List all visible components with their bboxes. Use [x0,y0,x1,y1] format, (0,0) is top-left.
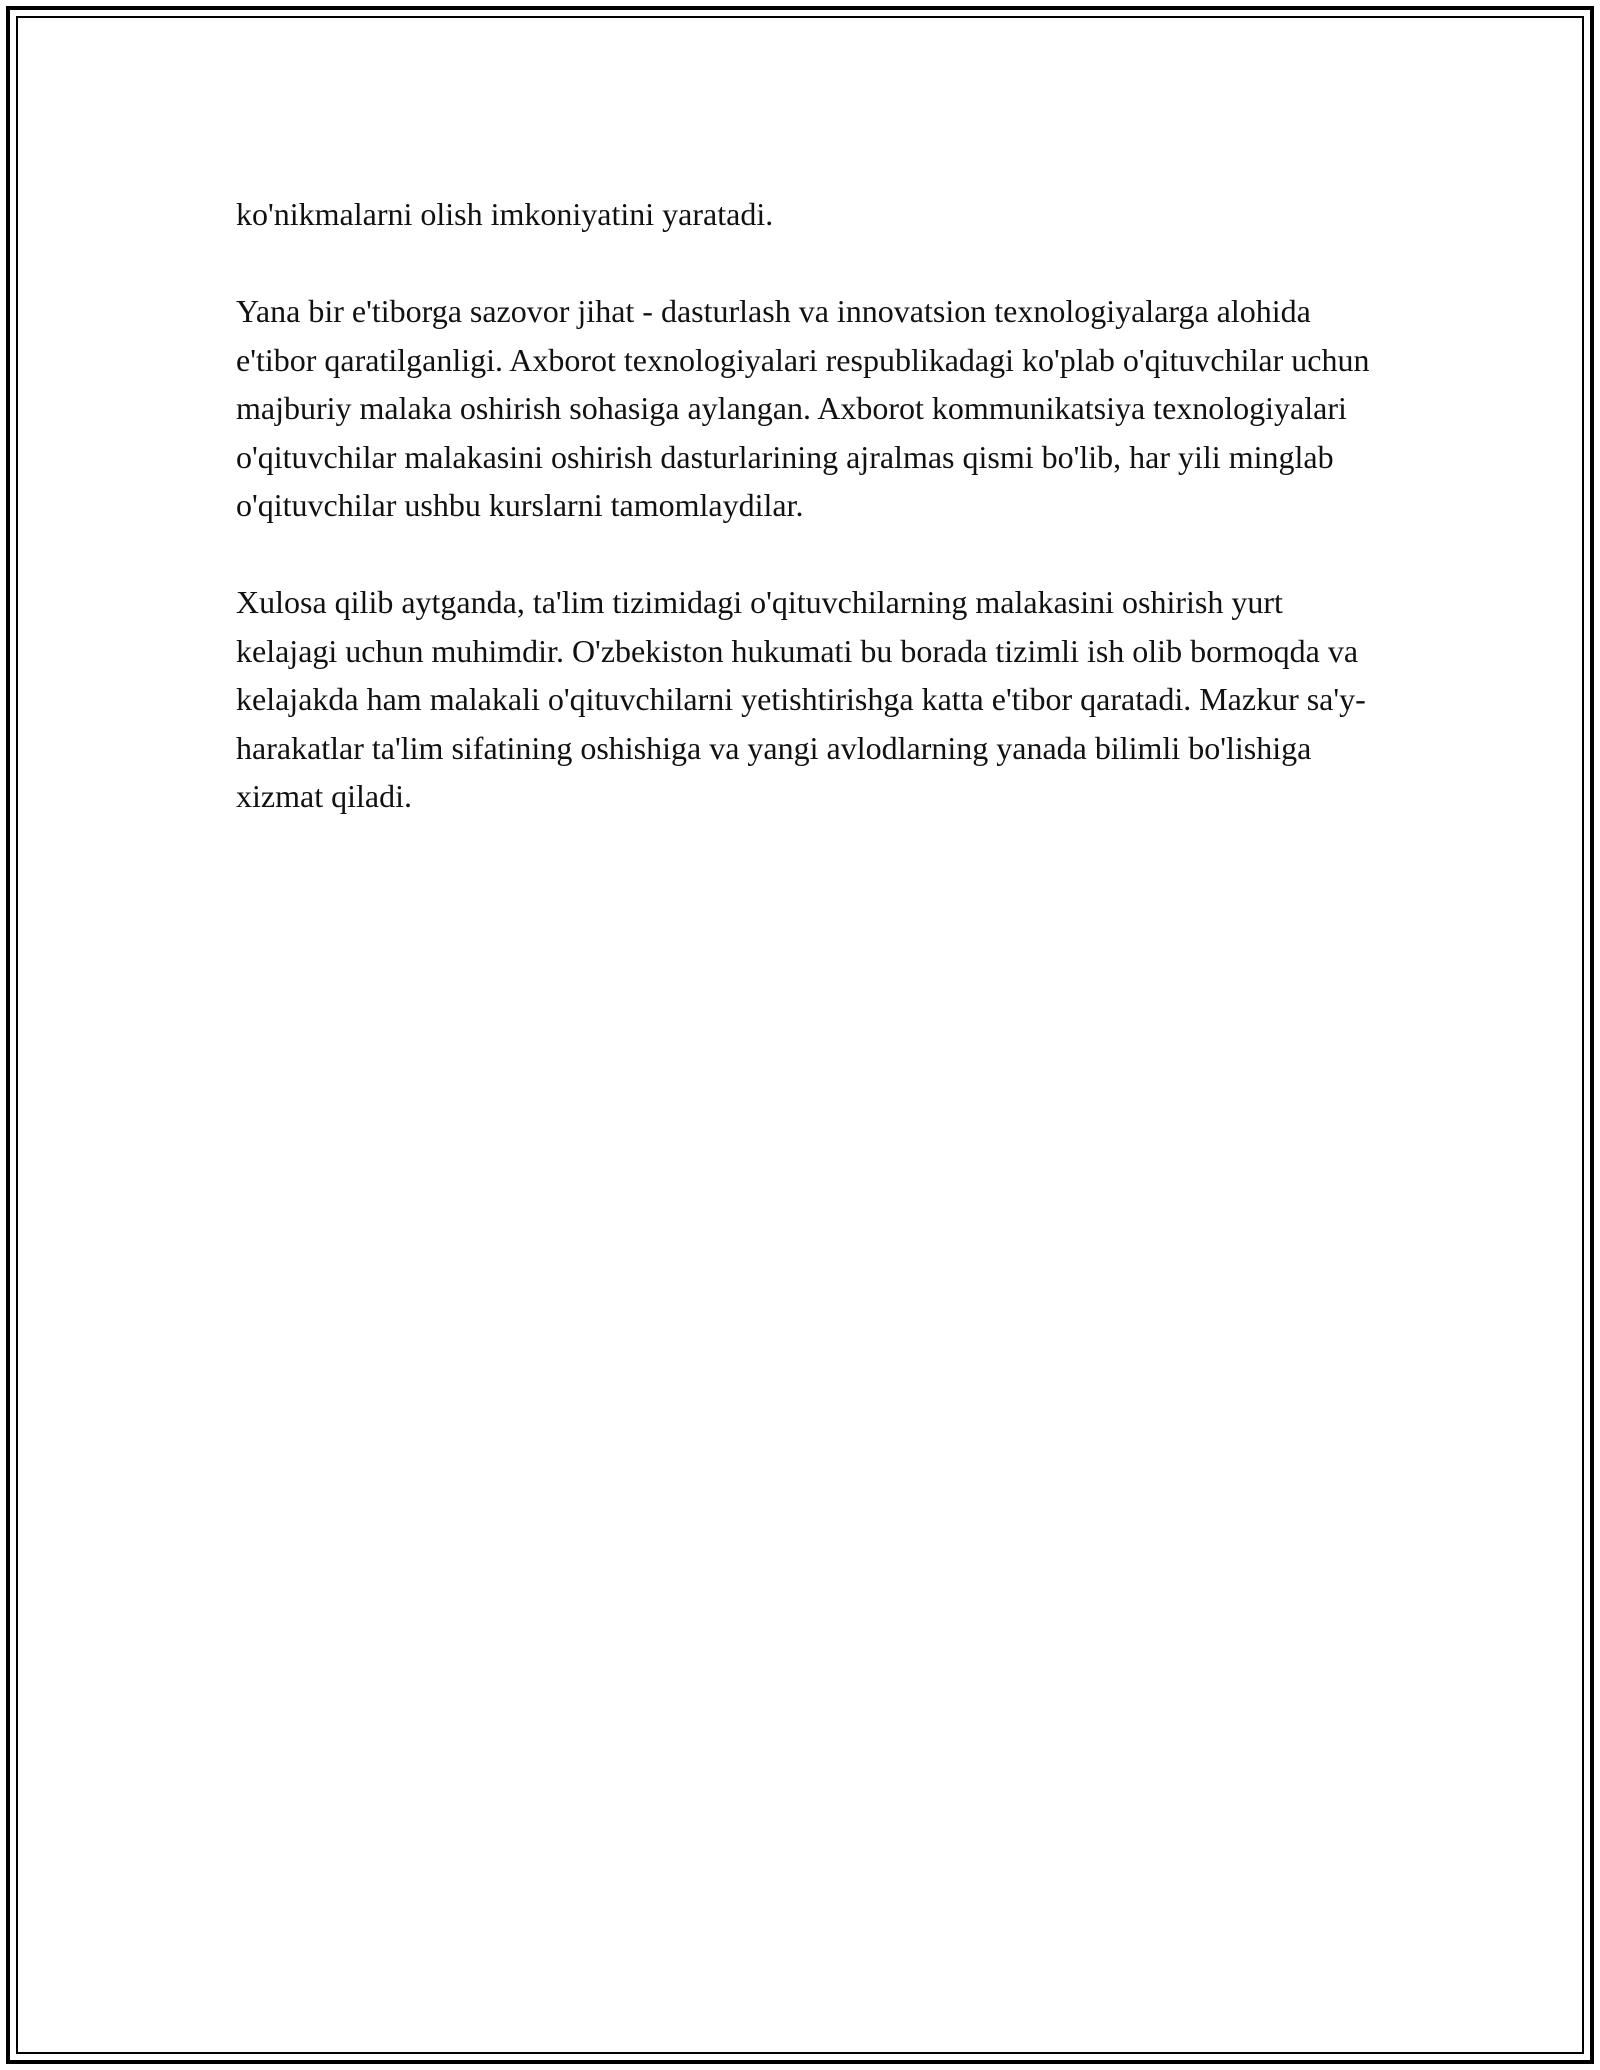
paragraph-1: ko'nikmalarni olish imkoniyatini yaratadi. [236,196,774,232]
paragraph-2: Yana bir e'tiborga sazovor jihat - dasturlash va innovatsion texnologiyalarga alohida e'tibor qaratilganligi. Axborot texnologiyalari respublikadagi ko'plab o'qituvchilar uchun majburiy malaka oshirish sohasiga aylangan. Axborot kommunikatsiya texnologiyalari o'qituvchilar malakasini oshirish dasturlarining ajralmas qismi bo'lib, har yili minglab o'qituvchilar ushbu kurslarni tamomlaydilar. [236,293,1370,523]
document-body [236,190,1386,869]
paragraph-3: Xulosa qilib aytganda, ta'lim tizimidagi o'qituvchilarning malakasini oshirish yurt kelajagi uchun muhimdir. O'zbekiston hukumati bu borada tizimli ish olib bormoqda va kelajakda ham malakali o'qituvchilarni yetishtirishga katta e'tibor qaratadi. Mazkur sa'y-harakatlar ta'lim sifatining oshishiga va yangi avlodlarning yanada bilimli bo'lishiga xizmat qiladi. [236,584,1366,814]
